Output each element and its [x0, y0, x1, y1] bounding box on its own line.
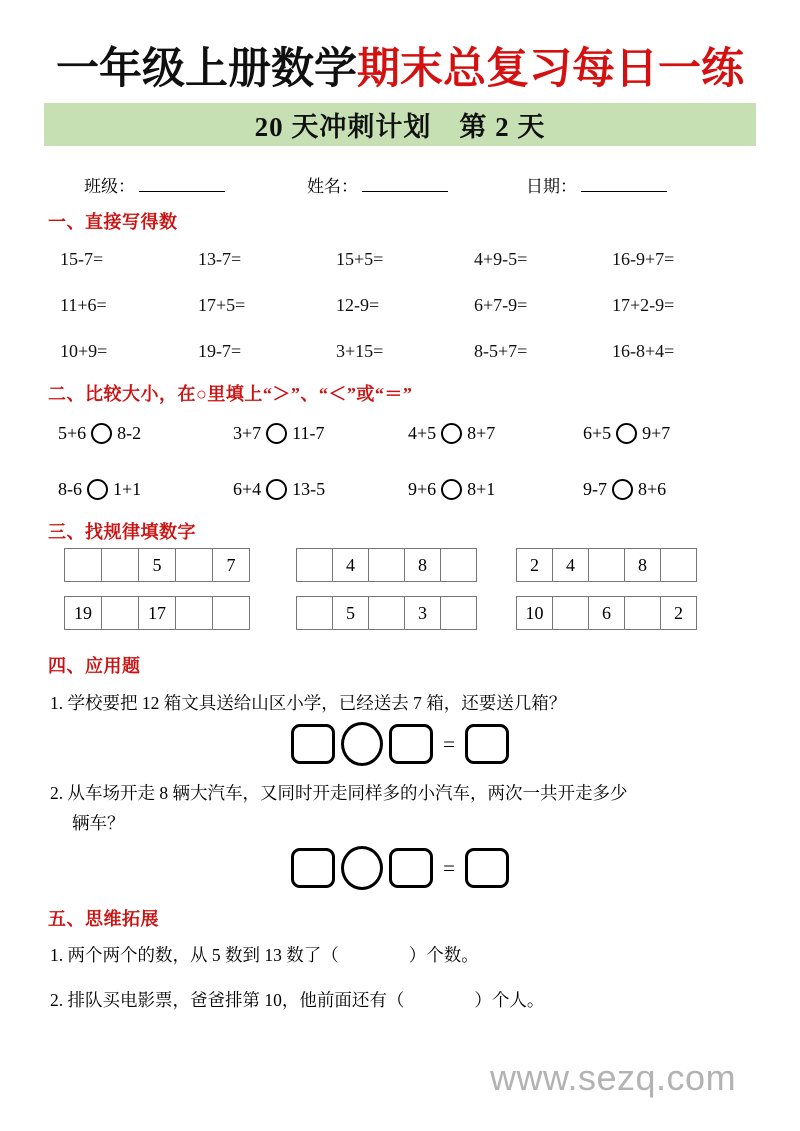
sequence-cell[interactable] — [368, 548, 405, 582]
compare-right: 8+1 — [467, 478, 496, 499]
table-row — [516, 596, 697, 630]
sequence-cell[interactable]: 3 — [404, 596, 441, 630]
sequence-cell[interactable]: 2 — [516, 548, 553, 582]
compare-circle-blank[interactable] — [616, 423, 637, 444]
compare-left: 9+6 — [408, 478, 437, 499]
compare-item[interactable] — [408, 418, 583, 448]
sequence-cell[interactable]: 4 — [332, 548, 369, 582]
calc-problem[interactable]: 4+9-5= — [474, 249, 528, 269]
sequence-cell[interactable]: 5 — [332, 596, 369, 630]
compare-right: 9+7 — [642, 422, 671, 443]
section-2-heading: 二、比较大小，在○里填上“＞”、“＜”或“＝” — [48, 384, 413, 404]
sequence-cell[interactable]: 5 — [138, 548, 176, 582]
subtitle-text: 20 天冲刺计划 第 2 天 — [254, 112, 546, 142]
student-info-line — [70, 172, 730, 197]
compare-circle-blank[interactable] — [91, 423, 112, 444]
word-problem-2-text-line1: 2. 从车场开走 8 辆大汽车，又同时开走同样多的小汽车，两次一共开走多少 — [50, 783, 628, 803]
answer-boxes-2 — [0, 846, 800, 890]
sequence-group — [516, 548, 697, 644]
sequence-cell[interactable]: 19 — [64, 596, 102, 630]
answer-square-box[interactable] — [291, 724, 335, 764]
compare-left: 9-7 — [583, 478, 607, 499]
section-5-heading: 五、思维拓展 — [48, 909, 159, 929]
word-problem-1 — [50, 688, 760, 718]
section-1-problem-grid — [60, 248, 750, 362]
answer-result-box[interactable] — [465, 848, 509, 888]
answer-result-box[interactable] — [465, 724, 509, 764]
compare-left: 5+6 — [58, 422, 87, 443]
name-label: 姓名： — [307, 177, 358, 196]
sequence-cell[interactable]: 2 — [660, 596, 697, 630]
date-label: 日期： — [526, 177, 577, 196]
calc-problem[interactable]: 17+5= — [198, 295, 246, 315]
sequence-cell[interactable] — [368, 596, 405, 630]
watermark: www.sezq.com — [490, 1057, 737, 1098]
sequence-cell[interactable] — [660, 548, 697, 582]
compare-right: 13-5 — [292, 478, 326, 499]
compare-right: 8-2 — [117, 422, 142, 443]
subtitle-banner — [44, 103, 756, 146]
sequence-cell[interactable]: 4 — [552, 548, 589, 582]
word-problem-2-text-line2: 辆车？ — [72, 813, 125, 833]
word-problem-2 — [50, 778, 760, 838]
compare-right: 8+7 — [467, 422, 496, 443]
sequence-cell[interactable] — [440, 548, 477, 582]
table-row — [296, 548, 477, 582]
class-label: 班级： — [84, 177, 135, 196]
section-2-compare-grid — [58, 418, 758, 504]
sequence-cell[interactable]: 8 — [404, 548, 441, 582]
calc-problem[interactable]: 3+15= — [336, 341, 384, 361]
sequence-cell[interactable] — [101, 596, 139, 630]
calc-problem[interactable]: 10+9= — [60, 341, 108, 361]
answer-boxes-1 — [0, 722, 800, 766]
sequence-cell[interactable] — [552, 596, 589, 630]
sequence-cell[interactable]: 10 — [516, 596, 553, 630]
sequence-group — [296, 548, 477, 644]
answer-operator-circle[interactable] — [341, 846, 383, 890]
compare-circle-blank[interactable] — [441, 479, 462, 500]
sequence-cell[interactable] — [588, 548, 625, 582]
compare-left: 4+5 — [408, 422, 437, 443]
compare-item[interactable] — [233, 418, 408, 448]
compare-item[interactable] — [58, 474, 233, 504]
table-row — [296, 596, 477, 630]
compare-left: 6+4 — [233, 478, 262, 499]
page-title-black: 一年级上册数学 — [56, 46, 357, 93]
sequence-cell[interactable] — [296, 548, 333, 582]
answer-square-box[interactable] — [389, 724, 433, 764]
name-blank[interactable] — [362, 177, 448, 192]
sequence-cell[interactable]: 7 — [212, 548, 250, 582]
calc-problem[interactable]: 19-7= — [198, 341, 242, 361]
compare-item[interactable] — [58, 418, 233, 448]
compare-item[interactable] — [583, 474, 758, 504]
sequence-group — [64, 548, 250, 644]
section-1-heading: 一、直接写得数 — [48, 212, 178, 232]
page-title — [0, 44, 800, 96]
table-row — [516, 548, 697, 582]
thinking-question-2[interactable]: 2. 排队买电影票，爸爸排第 10，他前面还有（ ）个人。 — [50, 990, 545, 1010]
calc-problem[interactable]: 8-5+7= — [474, 341, 528, 361]
compare-item[interactable] — [233, 474, 408, 504]
sequence-cell[interactable]: 6 — [588, 596, 625, 630]
sequence-cell[interactable] — [175, 548, 213, 582]
table-row — [64, 596, 250, 630]
compare-circle-blank[interactable] — [612, 479, 633, 500]
compare-left: 8-6 — [58, 478, 82, 499]
calc-problem[interactable]: 12-9= — [336, 295, 380, 315]
calc-problem[interactable]: 11+6= — [60, 295, 107, 315]
section-4-heading: 四、应用题 — [48, 656, 141, 676]
compare-left: 3+7 — [233, 422, 262, 443]
sequence-cell[interactable]: 8 — [624, 548, 661, 582]
sequence-cell[interactable]: 17 — [138, 596, 176, 630]
sequence-cell[interactable] — [64, 548, 102, 582]
compare-circle-blank[interactable] — [441, 423, 462, 444]
sequence-cell[interactable] — [175, 596, 213, 630]
name-field[interactable] — [307, 172, 448, 197]
sequence-cell[interactable] — [440, 596, 477, 630]
sequence-cell[interactable] — [212, 596, 250, 630]
page-title-red: 期末总复习每日一练 — [357, 46, 744, 93]
sequence-cell[interactable] — [624, 596, 661, 630]
sequence-cell[interactable] — [101, 548, 139, 582]
table-row — [64, 548, 250, 582]
calc-problem[interactable]: 16-9+7= — [612, 249, 675, 269]
sequence-cell[interactable] — [296, 596, 333, 630]
compare-circle-blank[interactable] — [266, 479, 287, 500]
answer-square-box[interactable] — [389, 848, 433, 888]
calc-problem[interactable]: 15+5= — [336, 249, 384, 269]
compare-circle-blank[interactable] — [266, 423, 287, 444]
compare-left: 6+5 — [583, 422, 612, 443]
equals-sign: = — [443, 856, 455, 880]
compare-right: 8+6 — [638, 478, 667, 499]
calc-problem[interactable]: 15-7= — [60, 249, 104, 269]
thinking-question-1[interactable]: 1. 两个两个的数，从 5 数到 13 数了（ ）个数。 — [50, 945, 479, 965]
answer-square-box[interactable] — [291, 848, 335, 888]
calc-problem[interactable]: 6+7-9= — [474, 295, 528, 315]
date-field[interactable] — [526, 172, 667, 197]
compare-item[interactable] — [408, 474, 583, 504]
compare-item[interactable] — [583, 418, 758, 448]
compare-right: 1+1 — [113, 478, 142, 499]
class-blank[interactable] — [139, 177, 225, 192]
calc-problem[interactable]: 13-7= — [198, 249, 242, 269]
word-problem-1-text: 1. 学校要把 12 箱文具送给山区小学，已经送去 7 箱，还要送几箱？ — [50, 693, 567, 713]
calc-problem[interactable]: 17+2-9= — [612, 295, 675, 315]
compare-right: 11-7 — [292, 422, 325, 443]
compare-circle-blank[interactable] — [87, 479, 108, 500]
equals-sign: = — [443, 732, 455, 756]
section-3-heading: 三、找规律填数字 — [48, 522, 196, 542]
date-blank[interactable] — [581, 177, 667, 192]
calc-problem[interactable]: 16-8+4= — [612, 341, 675, 361]
class-field[interactable] — [84, 172, 225, 197]
answer-operator-circle[interactable] — [341, 722, 383, 766]
